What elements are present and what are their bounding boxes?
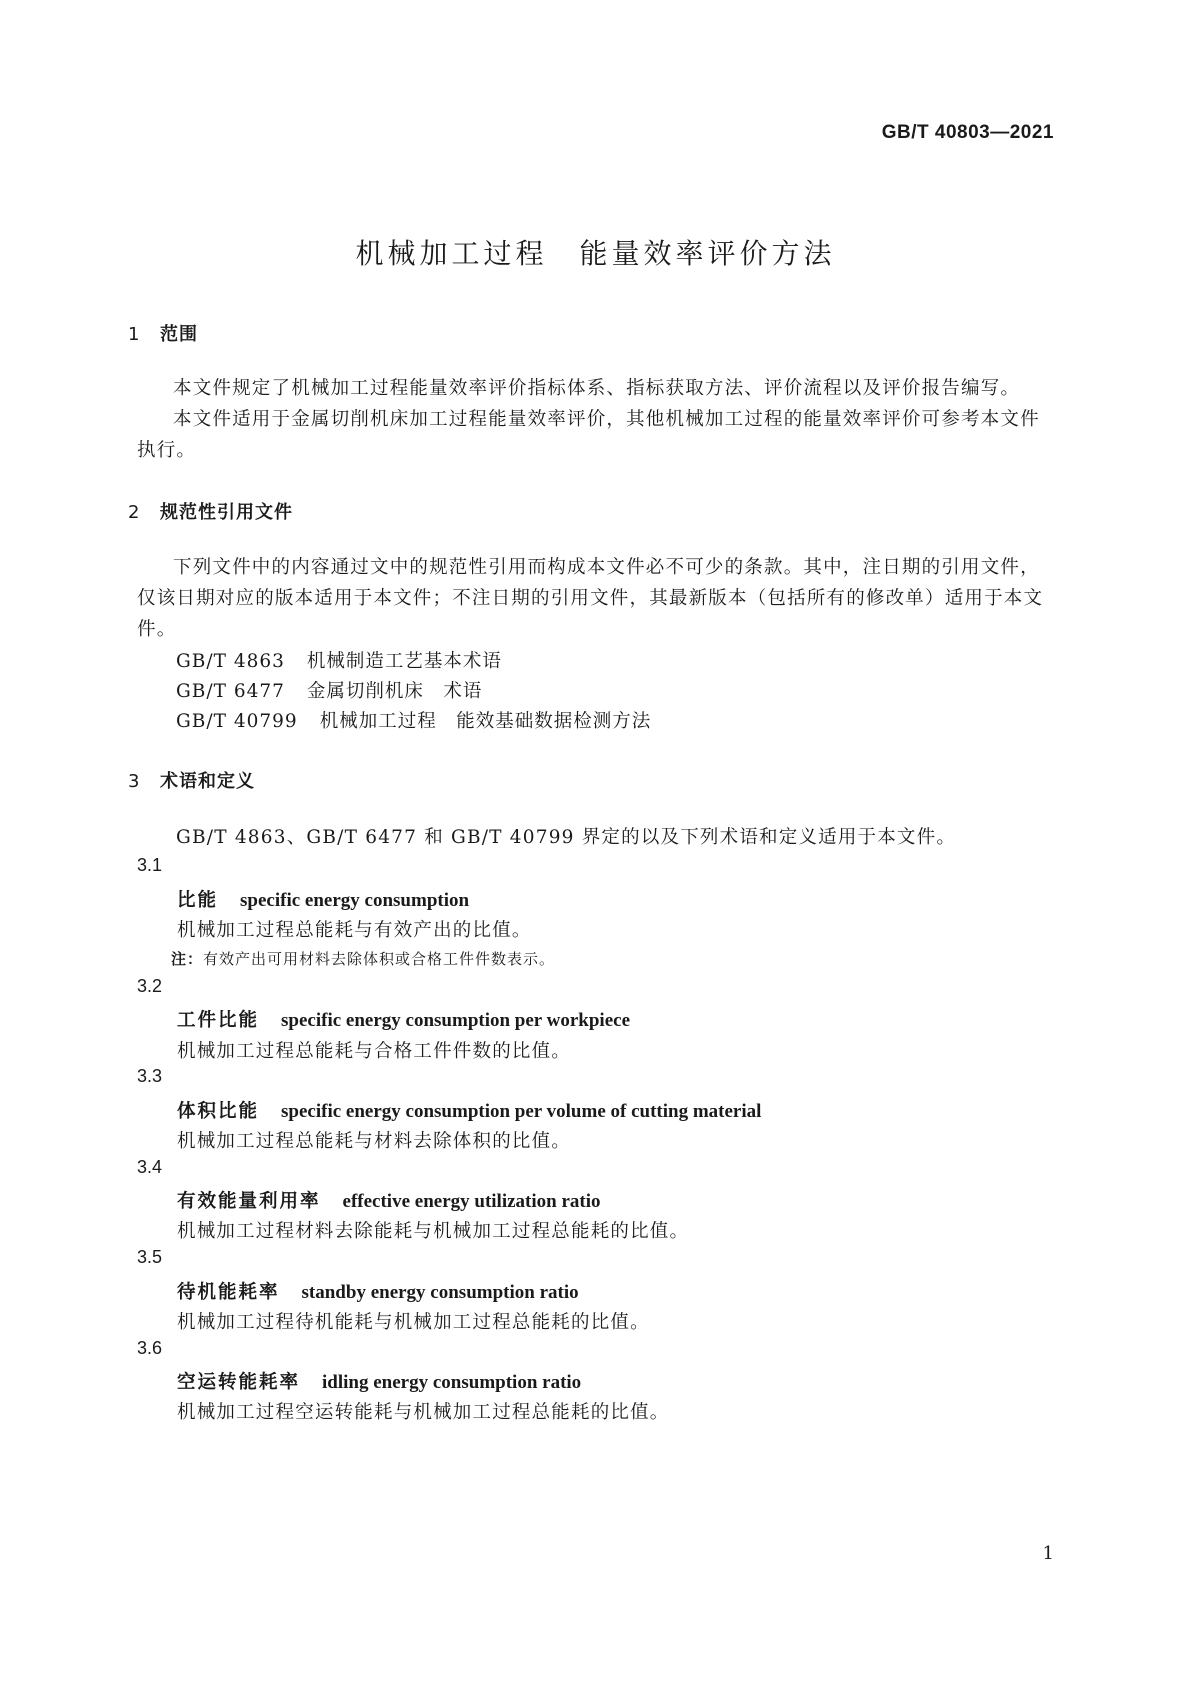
clause-number: 3.5 (137, 1247, 163, 1267)
term-definition: 机械加工过程总能耗与材料去除体积的比值。 (177, 1131, 572, 1152)
section-3-heading: 3 术语和定义 (128, 771, 255, 792)
clause-number: 3.4 (137, 1157, 163, 1177)
term-definition: 机械加工过程空运转能耗与机械加工过程总能耗的比值。 (177, 1402, 670, 1423)
scope-paragraph-1: 本文件规定了机械加工过程能量效率评价指标体系、指标获取方法、评价流程以及评价报告编写。 (173, 378, 1021, 399)
reference-code: GB/T 4863 (176, 651, 285, 672)
term-entry (177, 1097, 761, 1123)
term-english: specific energy consumption per volume of cutting material (281, 1101, 762, 1122)
term-chinese: 工件比能 (177, 1010, 260, 1031)
term-chinese: 待机能耗率 (177, 1282, 280, 1303)
normative-intro: 下列文件中的内容通过文中的规范性引用而构成本文件必不可少的条款。其中，注日期的引用文件，仅该日期对应的版本适用于本文件；不注日期的引用文件，其最新版本（包括所有的修改单）适用于本文件。 (137, 557, 1044, 640)
clause-number: 3.1 (137, 855, 163, 875)
reference-item (176, 677, 482, 703)
section-2-heading: 2 规范性引用文件 (128, 502, 293, 523)
terms-intro: GB/T 4863、GB/T 6477 和 GB/T 40799 界定的以及下列术语和定义适用于本文件。 (176, 827, 957, 848)
term-english: effective energy utilization ratio (342, 1191, 601, 1212)
term-entry (177, 1368, 581, 1394)
reference-code: GB/T 40799 (176, 711, 298, 732)
term-english: specific energy consumption per workpiece (281, 1010, 631, 1031)
term-entry (177, 886, 469, 912)
term-definition: 机械加工过程总能耗与合格工件件数的比值。 (177, 1041, 572, 1062)
standard-number: GB/T 40803—2021 (881, 122, 1054, 143)
document-title (0, 232, 1191, 272)
term-english: idling energy consumption ratio (322, 1372, 582, 1393)
term-note (171, 948, 555, 969)
term-definition: 机械加工过程总能耗与有效产出的比值。 (177, 920, 532, 941)
reference-title: 机械制造工艺基本术语 (306, 651, 502, 672)
clause-number: 3.6 (137, 1338, 163, 1358)
reference-code: GB/T 6477 (176, 681, 285, 702)
title-part-1: 机械加工过程 (355, 237, 548, 270)
page-number: 1 (1042, 1543, 1054, 1564)
term-english: specific energy consumption (240, 890, 470, 911)
term-entry (177, 1187, 601, 1213)
scope-paragraph-2: 本文件适用于金属切削机床加工过程能量效率评价，其他机械加工过程的能量效率评价可参考本文件执行。 (137, 409, 1040, 461)
term-definition: 机械加工过程材料去除能耗与机械加工过程总能耗的比值。 (177, 1221, 690, 1242)
term-entry (177, 1278, 579, 1304)
term-entry (177, 1006, 630, 1032)
clause-number: 3.3 (137, 1066, 163, 1086)
section-1-heading: 1 范围 (128, 324, 198, 345)
reference-item (176, 707, 651, 733)
term-english: standby energy consumption ratio (301, 1282, 579, 1303)
term-chinese: 比能 (177, 890, 219, 911)
note-label: 注： (171, 950, 204, 968)
reference-item (176, 647, 502, 673)
reference-title: 金属切削机床 术语 (306, 681, 483, 702)
note-text: 有效产出可用材料去除体积或合格工件件数表示。 (203, 950, 556, 968)
term-definition: 机械加工过程待机能耗与机械加工过程总能耗的比值。 (177, 1312, 650, 1333)
reference-title: 机械加工过程 能效基础数据检测方法 (319, 711, 652, 732)
term-chinese: 有效能量利用率 (177, 1191, 321, 1212)
clause-number: 3.2 (137, 976, 163, 996)
title-part-2: 能量效率评价方法 (579, 237, 836, 270)
term-chinese: 体积比能 (177, 1101, 260, 1122)
term-chinese: 空运转能耗率 (177, 1372, 301, 1393)
